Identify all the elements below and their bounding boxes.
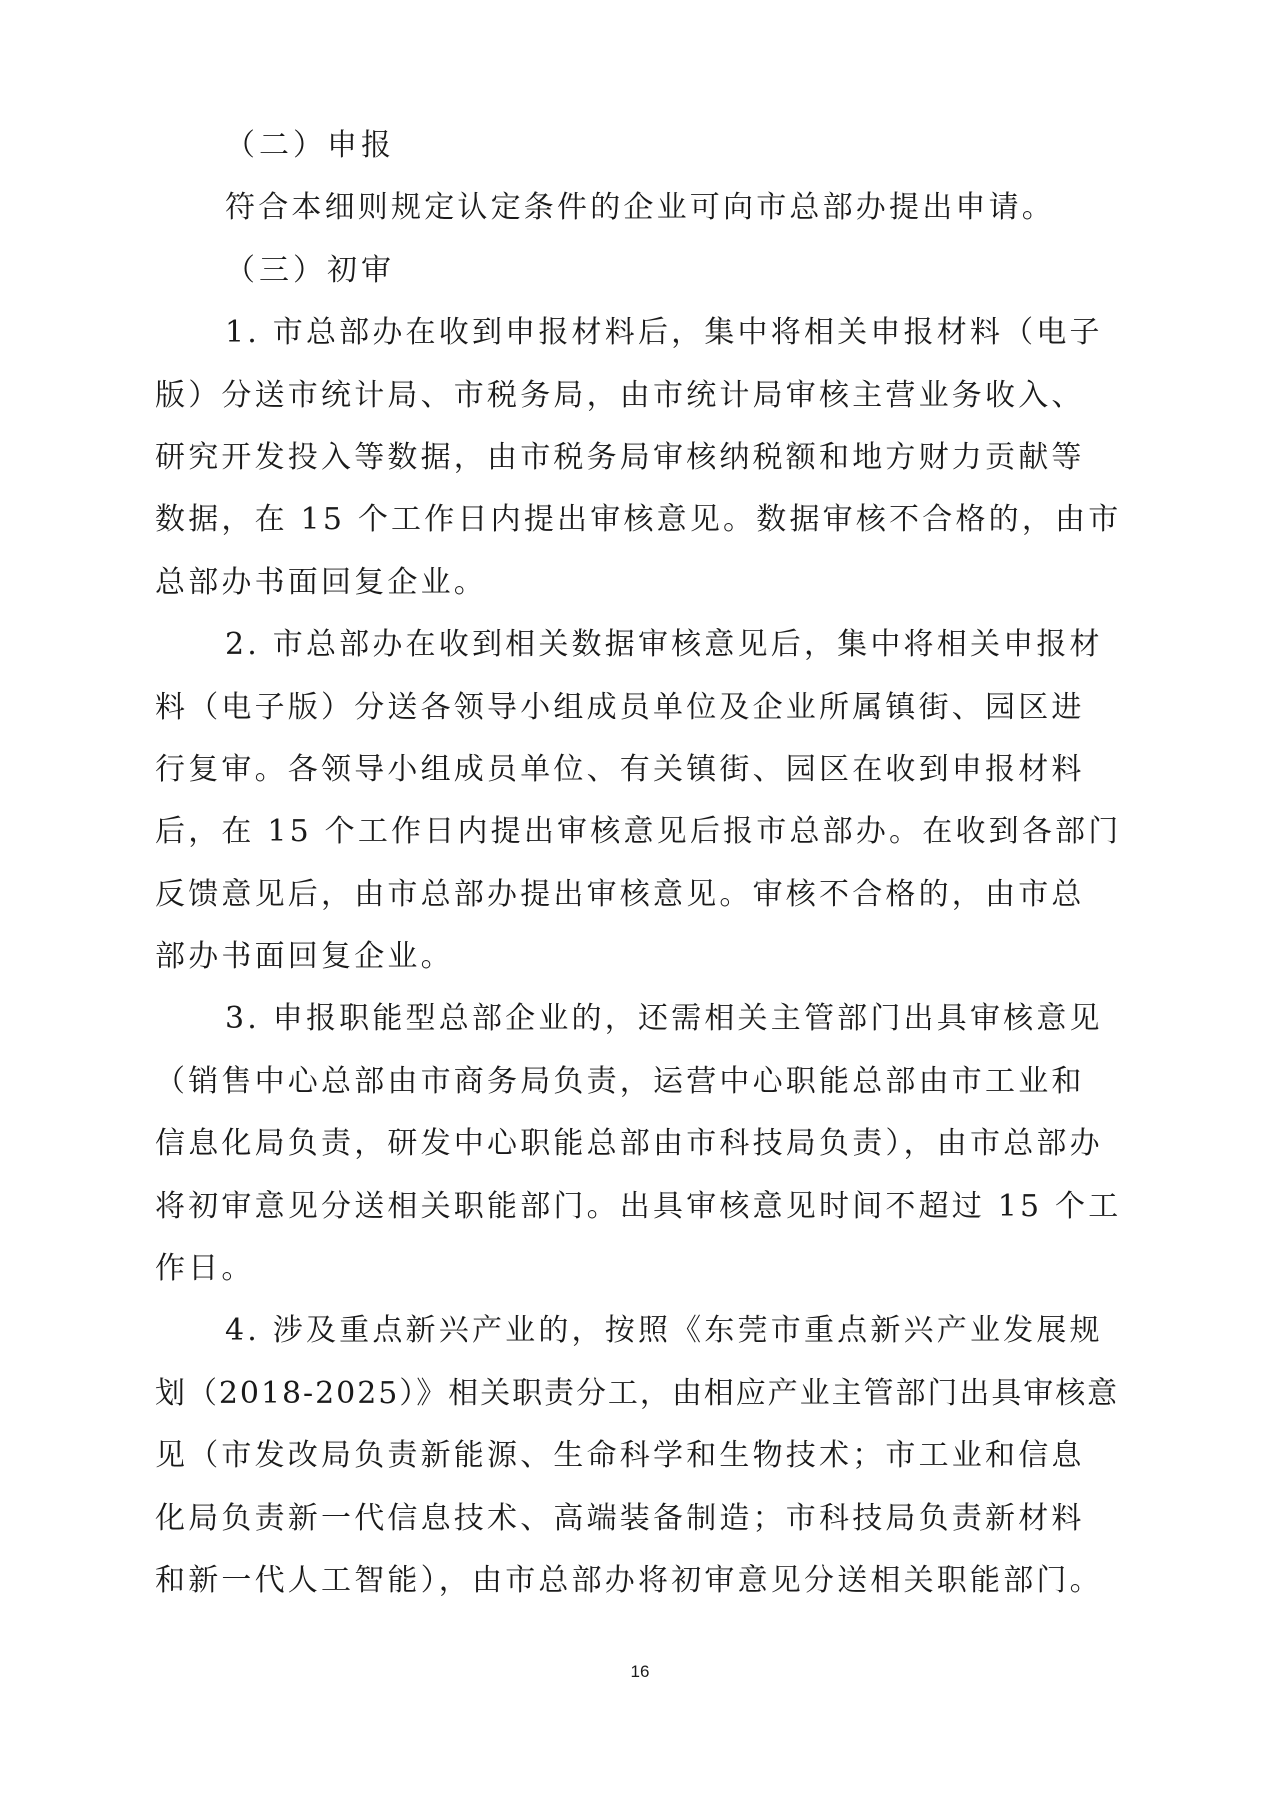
section-heading-preliminary-review: （三）初审 <box>225 252 395 288</box>
paragraph-line: 料（电子版）分送各领导小组成员单位及企业所属镇街、园区进 <box>155 689 1085 725</box>
paragraph-line: 1. 市总部办在收到申报材料后，集中将相关申报材料（电子 <box>225 315 1103 351</box>
paragraph-line: 数据，在 15 个工作日内提出审核意见。数据审核不合格的，由市 <box>155 502 1122 538</box>
page-number: 16 <box>630 1662 650 1681</box>
paragraph-line: 部办书面回复企业。 <box>155 939 454 975</box>
paragraph-line: 3. 申报职能型总部企业的，还需相关主管部门出具审核意见 <box>225 1001 1103 1037</box>
paragraph-line: 信息化局负责，研发中心职能总部由市科技局负责），由市总部办 <box>155 1126 1103 1162</box>
paragraph-line: （销售中心总部由市商务局负责，运营中心职能总部由市工业和 <box>155 1063 1085 1099</box>
paragraph-line: 后，在 15 个工作日内提出审核意见后报市总部办。在收到各部门 <box>155 814 1122 850</box>
paragraph-line: 版）分送市统计局、市税务局，由市统计局审核主营业务收入、 <box>155 377 1085 413</box>
paragraph-line: 和新一代人工智能），由市总部办将初审意见分送相关职能部门。 <box>155 1562 1103 1598</box>
paragraph-line: 反馈意见后，由市总部办提出审核意见。审核不合格的，由市总 <box>155 876 1085 912</box>
section-heading-declaration: （二）申报 <box>225 128 395 163</box>
paragraph-line: 将初审意见分送相关职能部门。出具审核意见时间不超过 15 个工 <box>155 1188 1122 1224</box>
paragraph-line: 研究开发投入等数据，由市税务局审核纳税额和地方财力贡献等 <box>155 439 1085 475</box>
paragraph-line: 总部办书面回复企业。 <box>155 564 487 600</box>
paragraph-line: 2. 市总部办在收到相关数据审核意见后，集中将相关申报材 <box>225 627 1103 663</box>
paragraph-line: 化局负责新一代信息技术、高端装备制造；市科技局负责新材料 <box>155 1500 1085 1536</box>
paragraph-line: 符合本细则规定认定条件的企业可向市总部办提出申请。 <box>225 190 1055 226</box>
paragraph-line: 4. 涉及重点新兴产业的，按照《东莞市重点新兴产业发展规 <box>225 1313 1103 1349</box>
paragraph-line: 作日。 <box>155 1251 255 1287</box>
paragraph-line: 划（2018-2025）》相关职责分工，由相应产业主管部门出具审核意 <box>155 1375 1120 1411</box>
paragraph-line: 见（市发改局负责新能源、生命科学和生物技术；市工业和信息 <box>155 1438 1085 1474</box>
document-body <box>155 115 1125 1612</box>
paragraph-line: 行复审。各领导小组成员单位、有关镇街、园区在收到申报材料 <box>155 751 1085 787</box>
